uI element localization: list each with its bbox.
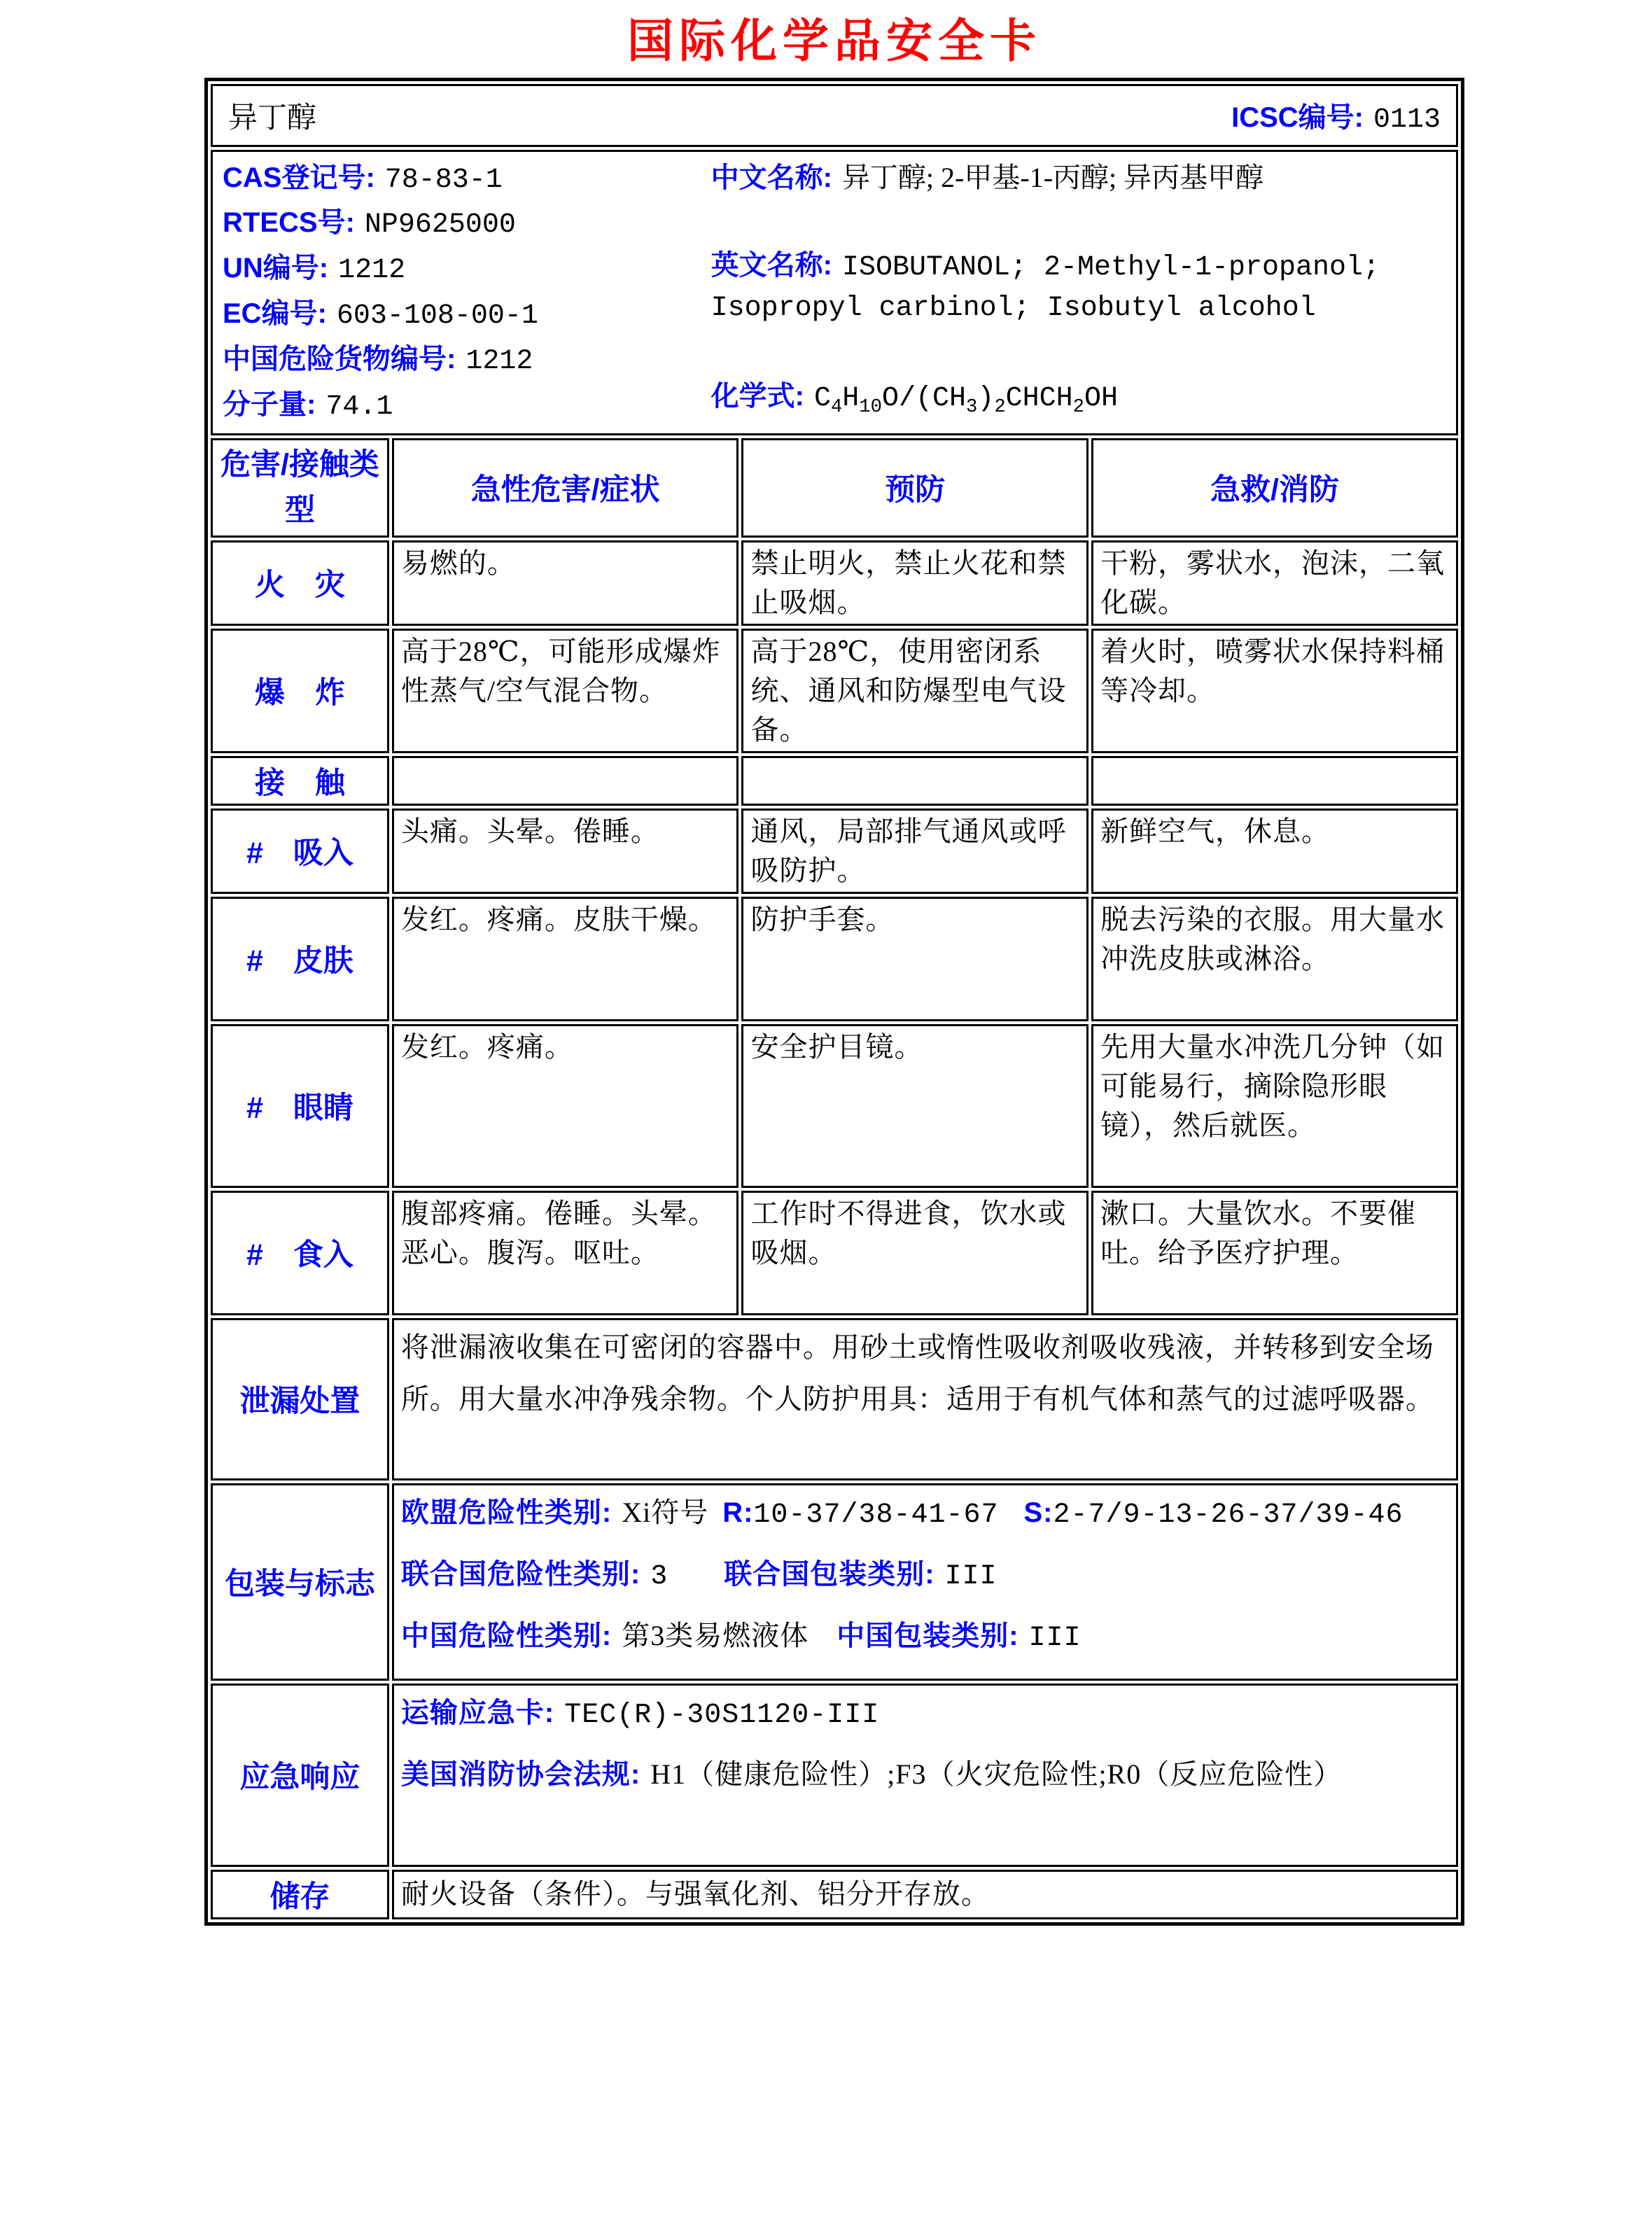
substance-name: 异丁醇 [228,102,317,134]
substance-header-row [211,84,1458,147]
eyes-symptoms: 发红。疼痛。 [392,1024,739,1188]
china-class-line: 中国危险性类别: 第3类易燃液体 中国包装类别: III [400,1619,1082,1654]
transport-card-line: 运输应急卡: TEC(R)-30S1120-III [400,1697,880,1731]
eyes-label: # 眼睛 [211,1024,389,1188]
storage-section-row [211,1870,1458,1919]
storage-label: 储存 [211,1870,389,1919]
contact-symptoms [392,756,739,806]
storage-text: 耐火设备（条件）。与强氧化剂、铝分开存放。 [392,1870,1458,1919]
identification-cell [211,150,1458,435]
fire-label: 火 灾 [211,540,389,626]
contact-label: 接 触 [211,756,389,806]
rtecs-number-line: RTECS号: NP9625000 [223,207,516,241]
page-title: 国际化学品安全卡 [627,16,1042,67]
ingestion-prevention: 工作时不得进食，饮水或吸烟。 [741,1191,1088,1315]
spill-text: 将泄漏液收集在可密闭的容器中。用砂土或惰性吸收剂吸收残液，并转移到安全场所。用大量水冲净残余物。个人防护用具：适用于有机气体和蒸气的过滤呼吸器。 [392,1318,1458,1480]
hazard-row-explosion [211,629,1458,753]
icsc-card-table [204,78,1464,1926]
explosion-prevention: 高于28℃，使用密闭系统、通风和防爆型电气设备。 [741,629,1088,753]
emergency-section-row [211,1684,1458,1867]
icsc-label: ICSC编号: [1231,102,1364,133]
spill-label: 泄漏处置 [211,1318,389,1480]
contact-response [1091,756,1458,806]
column-header-symptoms: 急性危害/症状 [392,438,739,538]
chemical-formula-line: 化学式: $C_4H_{10}O/(CH_3)_2CHCH_2OH$ [710,380,1118,418]
inhalation-prevention: 通风，局部排气通风或呼吸防护。 [741,808,1088,894]
explosion-response: 着火时，喷雾状水保持料桶等冷却。 [1091,629,1458,753]
ingestion-response: 漱口。大量饮水。不要催吐。给予医疗护理。 [1091,1191,1458,1315]
fire-response: 干粉，雾状水，泡沫，二氧化碳。 [1091,540,1458,626]
column-header-hazard-type: 危害/接触类型 [211,438,389,538]
substance-header-cell [211,84,1458,147]
icsc-card-page [0,17,1652,2219]
packaging-section-row [211,1483,1458,1681]
skin-label: # 皮肤 [211,897,389,1021]
column-header-response: 急救/消防 [1091,438,1458,538]
identification-row [211,150,1458,435]
hazard-table-header-row [211,438,1458,538]
inhalation-response: 新鲜空气，休息。 [1091,808,1458,894]
nfpa-line: 美国消防协会法规: H1（健康危险性）;F3（火灾危险性;R0（反应危险性） [400,1758,1343,1790]
hazard-row-eyes [211,1024,1458,1188]
icsc-id-group [1231,95,1441,136]
english-name-line: 英文名称: ISOBUTANOL; 2-Methyl-1-propanol; Isopropyl carbinol; Isobutyl alcohol [710,249,1380,324]
eu-hazard-class-line: 欧盟危险性类别: Xi符号 R:10-37/38-41-67 S:2-7/9-13-26-37/39-46 [400,1496,1404,1531]
ec-number-line: EC编号: 603-108-00-1 [223,298,538,332]
names-and-formula [708,153,1449,432]
fire-prevention: 禁止明火，禁止火花和禁止吸烟。 [741,540,1088,626]
packaging-content [392,1483,1458,1681]
molecular-weight-line: 分子量: 74.1 [223,388,393,423]
icsc-number: 0113 [1373,104,1441,136]
skin-symptoms: 发红。疼痛。皮肤干燥。 [392,897,739,1021]
hazard-row-inhalation [211,808,1458,894]
chemical-formula: $C_4H_{10}O/(CH_3)_2CHCH_2OH$ [813,382,1118,418]
spill-section-row [211,1318,1458,1480]
emergency-label: 应急响应 [211,1684,389,1867]
hazard-row-fire [211,540,1458,626]
hazard-row-skin [211,897,1458,1021]
fire-symptoms: 易燃的。 [392,540,739,626]
explosion-label: 爆 炸 [211,629,389,753]
ingestion-symptoms: 腹部疼痛。倦睡。头晕。恶心。腹泻。呕吐。 [392,1191,739,1315]
inhalation-symptoms: 头痛。头晕。倦睡。 [392,808,739,894]
eyes-response: 先用大量水冲洗几分钟（如可能易行，摘除隐形眼镜），然后就医。 [1091,1024,1458,1188]
skin-response: 脱去污染的衣服。用大量水冲洗皮肤或淋浴。 [1091,897,1458,1021]
hazard-row-ingestion [211,1191,1458,1315]
inhalation-label: # 吸入 [211,808,389,894]
hazard-row-contact [211,756,1458,806]
identifier-list [220,153,708,432]
cas-number-line: CAS登记号: 78-83-1 [223,162,503,196]
contact-prevention [741,756,1088,806]
un-number-line: UN编号: 1212 [223,253,406,287]
china-dg-number-line: 中国危险货物编号: 1212 [223,343,533,377]
ingestion-label: # 食入 [211,1191,389,1315]
eyes-prevention: 安全护目镜。 [741,1024,1088,1188]
chinese-name-line: 中文名称: 异丁醇; 2-甲基-1-丙醇; 异丙基甲醇 [710,161,1264,193]
packaging-label: 包装与标志 [211,1483,389,1681]
un-class-line: 联合国危险性类别: 3 联合国包装类别: III [400,1558,997,1592]
skin-prevention: 防护手套。 [741,897,1088,1021]
explosion-symptoms: 高于28℃，可能形成爆炸性蒸气/空气混合物。 [392,629,739,753]
emergency-content [392,1684,1458,1867]
column-header-prevention: 预防 [741,438,1088,538]
